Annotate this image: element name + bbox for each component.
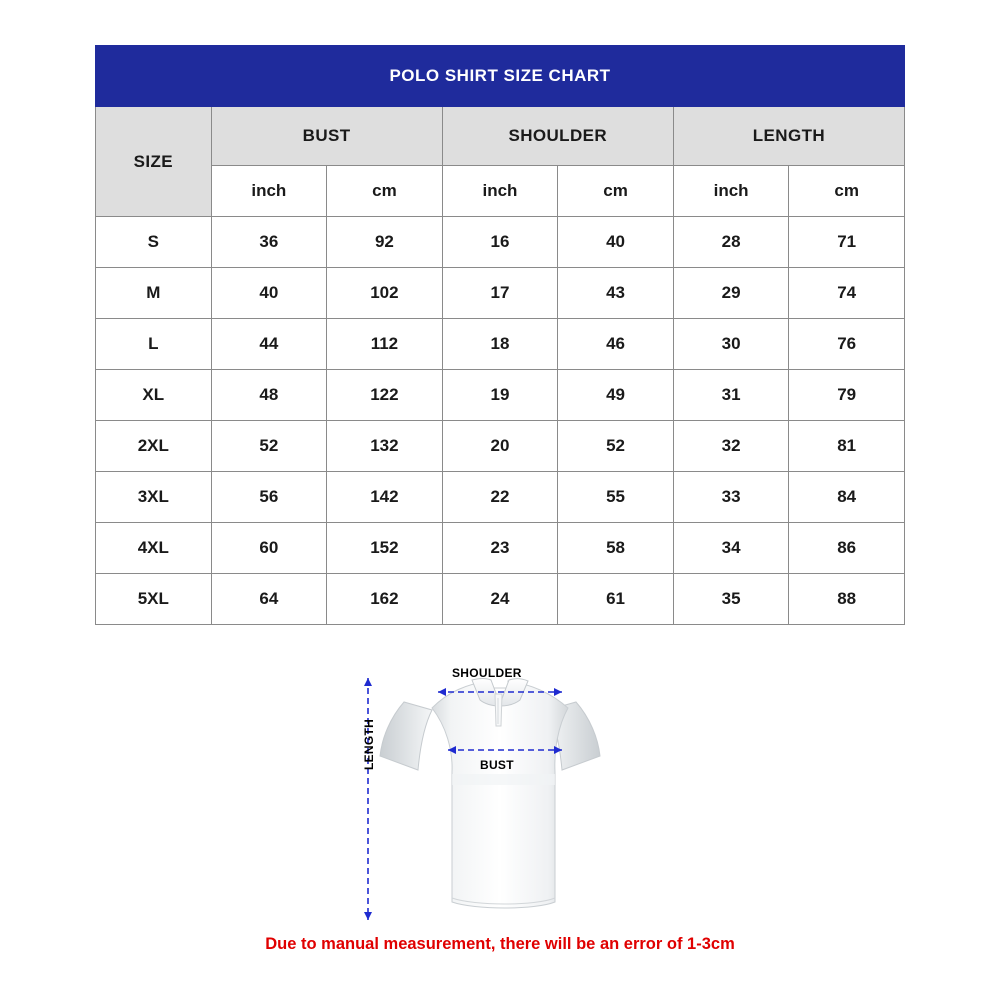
cell-size: 2XL <box>96 421 212 472</box>
cell-shoulder-cm: 43 <box>558 268 674 319</box>
cell-bust-cm: 142 <box>327 472 443 523</box>
unit-bust-inch: inch <box>211 166 327 217</box>
table-row <box>96 268 905 319</box>
size-chart-table <box>95 45 905 625</box>
cell-size: M <box>96 268 212 319</box>
cell-bust-cm: 132 <box>327 421 443 472</box>
cell-length-cm: 79 <box>789 370 905 421</box>
chart-title-row <box>96 46 905 107</box>
cell-bust-cm: 152 <box>327 523 443 574</box>
column-header-size: SIZE <box>96 107 212 217</box>
cell-length-cm: 76 <box>789 319 905 370</box>
page-title: POLO SHIRT SIZE CHART <box>96 46 905 107</box>
cell-shoulder-inch: 22 <box>442 472 558 523</box>
cell-bust-inch: 48 <box>211 370 327 421</box>
cell-length-inch: 29 <box>673 268 789 319</box>
cell-length-cm: 88 <box>789 574 905 625</box>
cell-length-cm: 74 <box>789 268 905 319</box>
cell-bust-cm: 162 <box>327 574 443 625</box>
cell-shoulder-cm: 46 <box>558 319 674 370</box>
cell-bust-cm: 102 <box>327 268 443 319</box>
cell-shoulder-inch: 18 <box>442 319 558 370</box>
cell-shoulder-cm: 49 <box>558 370 674 421</box>
cell-shoulder-cm: 58 <box>558 523 674 574</box>
unit-shoulder-cm: cm <box>558 166 674 217</box>
unit-header-row <box>96 166 905 217</box>
column-header-length: LENGTH <box>673 107 904 166</box>
cell-length-inch: 28 <box>673 217 789 268</box>
table-row <box>96 472 905 523</box>
cell-length-inch: 34 <box>673 523 789 574</box>
cell-shoulder-inch: 19 <box>442 370 558 421</box>
table-row <box>96 319 905 370</box>
cell-shoulder-inch: 23 <box>442 523 558 574</box>
cell-shoulder-cm: 40 <box>558 217 674 268</box>
cell-length-cm: 86 <box>789 523 905 574</box>
measurement-note: Due to manual measurement, there will be an error of 1-3cm <box>265 935 735 953</box>
cell-size: S <box>96 217 212 268</box>
table-row <box>96 370 905 421</box>
cell-length-inch: 30 <box>673 319 789 370</box>
unit-shoulder-inch: inch <box>442 166 558 217</box>
column-header-shoulder: SHOULDER <box>442 107 673 166</box>
cell-size: 3XL <box>96 472 212 523</box>
cell-bust-inch: 56 <box>211 472 327 523</box>
table-row <box>96 421 905 472</box>
cell-size: XL <box>96 370 212 421</box>
cell-bust-cm: 112 <box>327 319 443 370</box>
table-row <box>96 217 905 268</box>
cell-length-inch: 33 <box>673 472 789 523</box>
cell-shoulder-cm: 52 <box>558 421 674 472</box>
cell-shoulder-cm: 61 <box>558 574 674 625</box>
size-chart-container <box>95 45 905 625</box>
cell-shoulder-cm: 55 <box>558 472 674 523</box>
cell-bust-inch: 44 <box>211 319 327 370</box>
cell-size: 4XL <box>96 523 212 574</box>
label-length: LENGTH <box>362 718 376 770</box>
cell-size: L <box>96 319 212 370</box>
group-header-row <box>96 107 905 166</box>
unit-length-cm: cm <box>789 166 905 217</box>
label-shoulder: SHOULDER <box>452 666 522 680</box>
label-bust: BUST <box>480 758 514 772</box>
table-row <box>96 574 905 625</box>
unit-length-inch: inch <box>673 166 789 217</box>
cell-shoulder-inch: 16 <box>442 217 558 268</box>
cell-bust-inch: 60 <box>211 523 327 574</box>
cell-length-inch: 35 <box>673 574 789 625</box>
cell-bust-inch: 36 <box>211 217 327 268</box>
cell-bust-inch: 64 <box>211 574 327 625</box>
unit-bust-cm: cm <box>327 166 443 217</box>
cell-bust-inch: 52 <box>211 421 327 472</box>
cell-length-cm: 84 <box>789 472 905 523</box>
cell-length-cm: 71 <box>789 217 905 268</box>
cell-shoulder-inch: 24 <box>442 574 558 625</box>
cell-length-inch: 32 <box>673 421 789 472</box>
cell-bust-cm: 122 <box>327 370 443 421</box>
cell-shoulder-inch: 17 <box>442 268 558 319</box>
cell-size: 5XL <box>96 574 212 625</box>
cell-bust-inch: 40 <box>211 268 327 319</box>
table-row <box>96 523 905 574</box>
column-header-bust: BUST <box>211 107 442 166</box>
cell-length-inch: 31 <box>673 370 789 421</box>
cell-shoulder-inch: 20 <box>442 421 558 472</box>
cell-bust-cm: 92 <box>327 217 443 268</box>
cell-length-cm: 81 <box>789 421 905 472</box>
